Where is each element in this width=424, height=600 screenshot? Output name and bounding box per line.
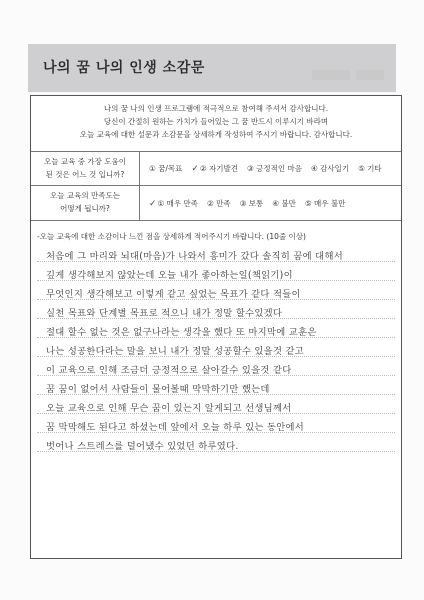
question-2-options	[149, 198, 345, 209]
handwritten-line: 절대 할수 없는 것은 없구나라는 생각을 했다 또 마지막에 교훈은	[46, 327, 317, 338]
divider	[31, 220, 401, 221]
question-1-options	[149, 163, 382, 174]
question-1	[31, 155, 139, 181]
intro-line: 오늘 교육에 대한 설문과 소감문을 상세하게 작성하여 주시기 바랍니다. 감사합니다.	[79, 130, 353, 139]
option[interactable]: ③ 보통	[239, 199, 264, 208]
option[interactable]: ⑤ 기타	[358, 164, 382, 173]
option[interactable]: ③ 긍정적인 마음	[247, 164, 302, 173]
redacted-date	[356, 70, 384, 80]
option[interactable]: ⑤ 매우 불만	[304, 199, 346, 208]
checkmark-icon: ✓	[149, 199, 157, 209]
question-1-line: 오늘 교육 중 가장 도움이	[44, 157, 126, 166]
question-3-prompt: -오늘 교육에 대한 소감이나 느낀 점을 상세하게 적어주시기 바랍니다. (10줄 이상)	[37, 232, 306, 241]
option-selected[interactable]	[149, 198, 198, 209]
redacted-name	[312, 70, 350, 80]
handwritten-line: 꿈 막막해도 된다고 하셨는데 앞에서 오늘 하루 있는 동안에서	[46, 422, 305, 433]
handwritten-line: 실천 목표와 단계별 목표로 적으니 내가 정말 할수있겠다	[46, 308, 283, 319]
handwritten-line: 벗어나 스트레스를 덜어냈수 있었던 하루였다.	[46, 441, 239, 452]
option[interactable]: ① 꿈/목표	[149, 164, 183, 173]
option[interactable]: ④ 감사일기	[310, 164, 350, 173]
page-title: 나의 꿈 나의 인생 소감문	[43, 60, 205, 76]
option-label: ② 자기발견	[199, 164, 239, 173]
checkmark-icon: ✓	[191, 164, 199, 174]
handwritten-line: 꿈 꿈이 없어서 사람들이 물어볼때 막막하기만 했는데	[46, 384, 270, 395]
handwritten-line: 이 교육으로 인해 조금더 긍정적으로 살아갈수 있을것 같다	[46, 365, 292, 376]
handwritten-line: 오늘 교육으로 인해 무슨 꿈이 있는지 알게되고 선생님께서	[46, 403, 292, 414]
handwritten-line: 무엇인지 생각해보고 이렇게 같고 싶었는 목표가 같다 적들이	[46, 289, 301, 300]
handwritten-line: 나는 성공한다라는 말을 보니 내가 정말 성공할수 있을것 같고	[46, 346, 305, 357]
survey-form	[30, 95, 402, 559]
divider	[31, 185, 401, 186]
divider	[139, 152, 140, 220]
divider	[31, 151, 401, 152]
question-2	[31, 189, 139, 215]
option[interactable]: ② 만족	[207, 199, 231, 208]
option-label: ① 매우 만족	[157, 199, 199, 208]
intro-text	[31, 102, 401, 141]
question-2-line: 어떻게 됩니까?	[60, 204, 110, 213]
intro-line: 나의 꿈 나의 인생 프로그램에 적극적으로 참여해 주셔서 감사합니다.	[103, 104, 329, 113]
option-selected[interactable]	[191, 163, 238, 174]
handwritten-line: 처음에 그 마리와 뇌대(마음)가 나와서 흥미가 갔다 솔직히 꿈에 대해서	[46, 251, 344, 262]
question-2-line: 오늘 교육의 만족도는	[50, 191, 120, 200]
option[interactable]: ④ 불만	[272, 199, 296, 208]
intro-line: 당신이 간절히 원하는 가치가 들어있는 그 꿈 반드시 이루시기 바라며	[103, 117, 329, 126]
question-1-line: 된 것은 어느 것 입니까?	[45, 170, 125, 179]
handwritten-line: 깊게 생각해보지 않았는데 오늘 내가 좋아하는일(책읽기)이	[46, 270, 293, 281]
